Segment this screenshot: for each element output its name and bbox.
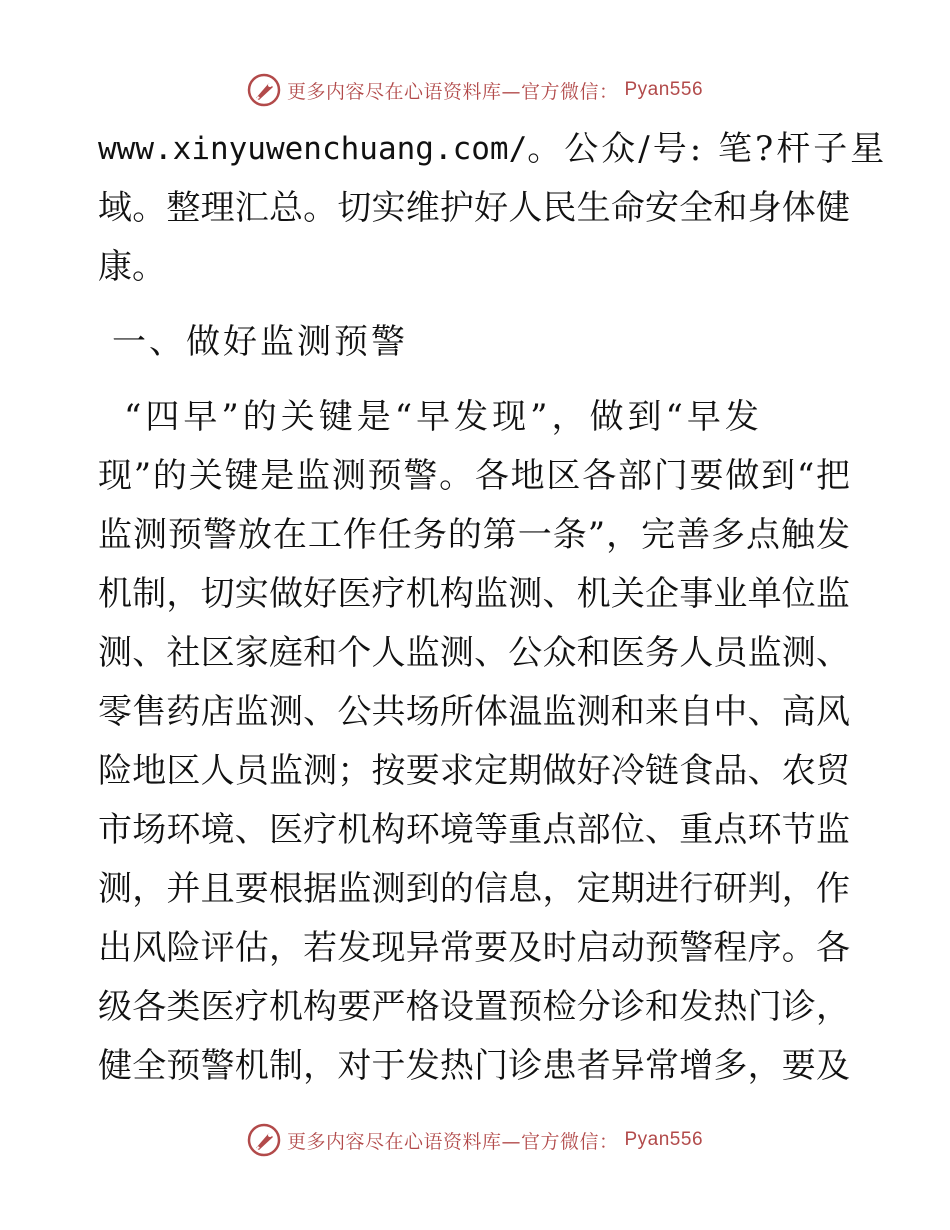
paragraph-line [98,801,850,860]
paragraph-line-text: 健全预警机制，对于发热门诊患者异常增多，要及 [98,1046,850,1086]
paragraph-line [98,506,850,565]
paragraph-line-text: 险地区人员监测；按要求定期做好冷链食品、农贸 [98,751,850,791]
pen-nib-logo-icon [247,1123,281,1157]
intro-line-3 [98,238,850,297]
paragraph-line [98,919,850,978]
document-body [98,120,888,1096]
intro-line-2 [98,179,850,238]
paragraph-line-text: 测、社区家庭和个人监测、公众和医务人员监测、 [98,633,850,673]
paragraph-line-text: 测，并且要根据监测到的信息，定期进行研判，作 [98,869,850,909]
paragraph-line [98,860,850,919]
watermark-banner-bottom [0,1118,950,1162]
intro-line-1-rest: 。公众/号: 笔?杆子星 [527,129,888,169]
paragraph-line-text: 现”的关键是监测预警。各地区各部门要做到“把 [98,456,850,496]
paragraph-line [98,388,850,447]
paragraph-line [98,978,850,1037]
paragraph-line [98,742,850,801]
paragraph-line [98,1037,850,1096]
paragraph-line [98,447,850,506]
pen-nib-logo-icon [247,73,281,107]
watermark-text: 更多内容尽在心语资料库—官方微信： [286,1130,619,1153]
intro-line-2-text: 域。整理汇总。切实维护好人民生命安全和身体健 [98,188,850,228]
watermark-handle: Pyan556 [624,1129,704,1150]
paragraph-line-text: 市场环境、医疗机构环境等重点部位、重点环节监 [98,810,850,850]
intro-line-3-text: 康。 [98,247,166,287]
watermark-handle: Pyan556 [624,79,704,100]
intro-url: www.xinyuwenchuang.com/ [98,131,528,167]
paragraph-line-text: 监测预警放在工作任务的第一条”，完善多点触发 [98,515,850,555]
intro-line-1 [98,120,888,179]
paragraph-line-text: 零售药店监测、公共场所体温监测和来自中、高风 [98,692,850,732]
paragraph-line [98,683,850,742]
watermark-banner-top [0,68,950,112]
paragraph-line-text: 级各类医疗机构要严格设置预检分诊和发热门诊， [98,987,850,1027]
paragraph-line-text: “四早”的关键是“早发现”，做到“早发 [124,397,763,437]
paragraph-line-text: 出风险评估，若发现异常要及时启动预警程序。各 [98,928,850,968]
paragraph-line-text: 机制，切实做好医疗机构监测、机关企事业单位监 [98,574,850,614]
paragraph-line [98,565,850,624]
paragraph-line [98,624,850,683]
watermark-text: 更多内容尽在心语资料库—官方微信： [286,80,619,103]
section-heading: 一、做好监测预警 [112,322,408,362]
